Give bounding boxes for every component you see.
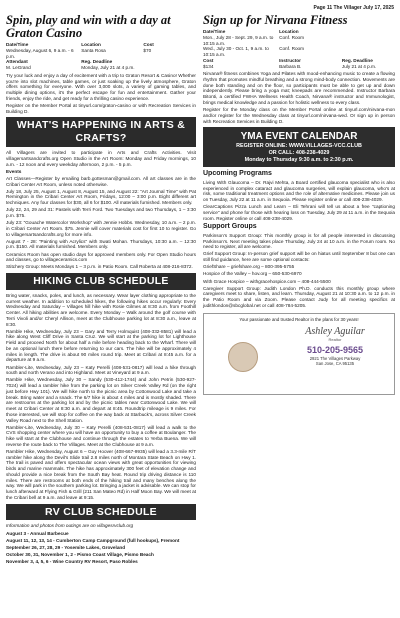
right-column	[203, 14, 395, 395]
yma-calendar-banner	[203, 127, 395, 167]
portrait-icon	[228, 342, 258, 372]
spin-deadline: Monday, July 21 at 4 p.m.	[81, 65, 135, 71]
ad-address-line1: 2921 The Villages Parkway	[309, 355, 361, 361]
arts-para: Art Classes—Register by emailing barb.gottesman@gmail.com. All art classes are in the Cribari Center Art Room, unless noted otherwise.	[6, 175, 196, 187]
spin-title: Spin, play and win with a day at Graton Casino	[6, 13, 171, 41]
nirvana-cost-label: Cost	[203, 57, 214, 63]
nirvana-info-table	[203, 29, 395, 69]
nirvana-location-wed: Conf. Room	[279, 46, 305, 52]
nirvana-deadline-label: Reg. Deadline	[341, 57, 373, 63]
support-para: Caregiver Support Group: Judith London Ph.D. conducts this monthly group where caregivers meet to share, listen, and learn. Thursday, August 21 at 10:30 a.m. to 12 p.m. in the Patio Room and via Zoom. Please contact Judy for all meeting specifics at judithlondon@sbcglobal.net or call 408-784-5205.	[203, 285, 395, 308]
page-header: Page 11 The Villager July 17, 2025	[313, 5, 394, 11]
spin-body: Try your luck and enjoy a day of excitement with a trip to Graton Resort & Casino! Whether you're into slot machines, table games, or just soaking up the lively atmosphere, Graton offers something for everyone. With over 3,000 slots, a variety of gaming tables, and multiple dining options, it's the perfect escape for fun and entertainment. Gather your friends, enjoy the ride, and get ready for a thrilling casino experience.	[6, 72, 196, 101]
upcoming-para: ClearCaptions Pizza Lunch and Learn – Eli Tehrani will tell us about a free "captioning service" and phone for those with hearing loss on Tuesday, July 29 at 11 a.m. in the Sequoia room. Register online or call 408-238-4029.	[203, 204, 395, 221]
hiking-para: Ramble Hike, Wednesday, July 30 – Sandy (530-412-1744) and John Petrin (530-927-7024) will lead a rambler hike from the parking lot on Silver Creek Valley Rd (on the right just before Hwy 101). We will hike north to the picnic area by Cottonwood Lake and take a break. Bring water and a snack. The 6/7 hike is about 4 miles and is mostly shaded. There are restrooms at the parking lot and by the picnic tables near Cottonwood Lake. We will meet at Cribari Center at 8:30 a.m. and depart at 8:45. Roundtrip mileage is 9 miles. For those interested, we will stop for coffee on the way back at Starbuck's, across Silver Creek Valley Road next to the Shell Station.	[6, 377, 196, 423]
ad-address-line2: San Jose, CA 95135	[315, 360, 355, 366]
nirvana-register: Register for the Monday class on the Member Portal online at tinyurl.com/nirvana-mon and/or register for the Wednesday class at tinyurl.com/nirvana-wed. Or sign up in person with Recreation Services in Building D.	[203, 107, 395, 124]
left-column	[6, 14, 196, 566]
nirvana-body: Nirvana® fitness combines Yoga and Pilates with mood-enhancing music to create a flowing rhythm that promotes mindful breathing and a strong mind-body connection. Movements are done both standing and on the floor, so participants must be able to get up and down independently. Please bring a yoga mat; kneepads are recommended. Instructor Barbara Bitonti, a certified FWHA Wellness Health Coach, Nirvana® instructor and Immunologist, brings medical knowledge and a passion for holistic wellness to every class.	[203, 71, 395, 105]
nirvana-location-label: Location	[279, 29, 299, 35]
support-contact: GriefShare – griefshare.org – 800-395-5755	[203, 264, 295, 270]
ad-caption: Your passionate and trusted Realtor in the plans for 30 years!	[239, 316, 359, 322]
hiking-para: Rambler Hike, Wednesday, August 6 – Guy Hoover (408-667-9935) will lead a 3.3-mile R/T rambler hike along the Devil's Slide trail 2.8 miles north of Montara State Beach on Hwy 1. The trail is paved and offers spectacular ocean views with great opportunities for viewing birds and marine mammals. The hike has approximately 300 feet of elevation change and should provide a nice break from the South Bay heat. Round trip driving distance is 110 miles. There are restrooms at both ends of the hiking trail and many benches along the way. We will park in the southern parking lot. Bringing a jacket is advisable. We can stop for lunch afterward at Flying Fish & Grill (211 San Mateo Rd) in Half Moon Bay. We will meet at the Cribari bell at 9 a.m. and leave at 9:15.	[6, 448, 196, 500]
support-contact: With Grace Hospice – withgracehospice.com – 408-444-5500	[203, 278, 331, 284]
nirvana-title: Sign up for Nirvana Fitness	[203, 13, 348, 27]
nirvana-deadline: July 21 at 4 p.m.	[341, 63, 377, 69]
support-para: Grief Support Group: In-person grief support will be on hiatus until September 8 but one can still find guidance, here are some optional contacts:	[203, 251, 395, 263]
spin-attendant: M. LeGrand	[6, 65, 31, 71]
hiking-para: Rambler-Lite, Wednesday, July 30 – Katy Perelli (408-531-0817) will lead a walk to the CVS shopping center where you will have an opportunity to buy a coffee at Boulanger. The hike will start at the Clubhouse and continue through the estates to Yerba Buena. We will reverse the route back to The Villages. Meet at the Clubhouse at 9 a.m.	[6, 424, 196, 447]
spin-attendant-label: Attendant	[6, 59, 28, 65]
rv-item: August 11, 12, 13, 14 - Cumberton Camp Campground (full hookups), Fremont	[6, 537, 180, 543]
spin-location: Santa Rosa	[81, 47, 106, 53]
hiking-banner: HIKING CLUB SCHEDULE	[6, 273, 196, 290]
spin-deadline-label: Reg. Deadline	[81, 59, 113, 65]
upcoming-para: Living With Glaucoma – Dr. Rajvi Mehta, a Board certified glaucoma specialist who is also experienced in complex cataract and glaucoma surgeries, will explain glaucoma, who's at risk, some traditional treatment options and the role of alternative medicines. Please join us on Tuesday, July 22 at 11 a.m. in Sequoia. Please register online or call 408-238-4029.	[203, 179, 395, 202]
spin-date: Wednesday, August 6, 9 a.m. - 6 p.m.	[6, 47, 74, 59]
support-para: Parkinson's Support Group: This monthly group is for all people interested in discussing Parkinson's. Next meeting takes place Thursday, July 24 at 10 a.m. in the Forum room. No need to register, all are welcome.	[203, 232, 395, 250]
spin-register: Register on the Member Portal at tinyurl.com/graton-casino or with Recreation Services in Building D.	[6, 102, 196, 114]
yma-phone: OR CALL: 408-238-4029	[268, 150, 330, 157]
arts-para: All Villagers are invited to participate in Arts and Crafts Activities. Visit villagersartsandcrafts.org Open Studio in the Art Room: Monday and Friday mornings, 10 a.m. - 12 noon and every weekday afternoon, 2 p.m. - 5 p.m.	[6, 150, 196, 167]
nirvana-instructor: Barbara B.	[279, 63, 302, 69]
spin-date-label: Date/Time	[6, 42, 29, 48]
arts-para: July 18, July 25, August 1, August 8, August 15, and August 22: "Art Journal Time" with Pat Remington in the Cribari Center Art Room, Fridays, 12:00 – 3:00 p.m. Eight different art techniques. Any four classes for $30, all 6 for $100. All materials furnished. Members only.	[6, 188, 196, 206]
nirvana-date-wed: Wed., July 30 - Oct. 1, 9 a.m. to 10:15 a.m.	[203, 46, 269, 58]
hiking-para: Rambler-Lite, Wednesday, July 23 – Katy Perelli (408-531-0817) will lead a hike through south and north Verano and into Highland. Meet at Vineyard at 9 a.m.	[6, 364, 196, 376]
rv-banner: RV CLUB SCHEDULE	[6, 504, 196, 521]
arts-para: August 7 - 28: "Painting with Acrylics" with Swati Mohan. Thursdays, 10:30 a.m. – 12:30 p.m. $150. All materials furnished. Members only.	[6, 238, 196, 250]
yma-title: YMA EVENT CALENDAR	[240, 131, 358, 143]
nirvana-date-label: Date/Time	[203, 29, 226, 35]
arts-para: Events	[6, 168, 22, 174]
nirvana-date-mon: Mon., July 28 - Sept. 29, 9 a.m. to 10:15 a.m.	[203, 34, 274, 46]
spin-cost-label: Cost	[143, 42, 154, 48]
support-heading: Support Groups	[203, 223, 257, 231]
nirvana-cost: $134	[203, 63, 214, 69]
rv-item: October 30, 31, November 1, 2 - Pismo Coast Village, Pismo Beach	[6, 551, 154, 557]
ad-sub: Realtor	[328, 336, 342, 342]
rv-item: November 3, 4, 5, 6 - Wine Country RV Resort, Paso Robles	[6, 559, 138, 564]
yma-register-online: REGISTER ONLINE: WWW.VILLAGES-VCC.CLUB	[236, 143, 362, 150]
spin-location-label: Location	[81, 42, 101, 48]
rv-item: August 3 - Annual Barbecue	[6, 530, 69, 536]
yma-hours: Monday to Thursday 9:30 a.m. to 2:30 p.m.	[244, 156, 354, 163]
realtor-ad	[203, 313, 395, 395]
spin-cost: $70	[143, 47, 152, 53]
arts-para: July 23: "Gouache Watercolor Workshop" with Jennie Hobbs. Wednesday, 10 a.m. – 2 p.m. in Cribari Center Art Room. $75. Jennie will cover materials cost for first 10 to register. Go to villagersartsandcrafts.org for more info.	[6, 220, 196, 237]
ad-brand: Ashley Aguilar	[305, 325, 365, 337]
arts-para: July 22, 24, 29 and 31: Pastels with Terri Ford. Two Tuesdays and two Thursdays, 1 – 3:30 p.m. $75.	[6, 207, 196, 218]
arts-para: Stitchery Group: Meets Mondays 1 – 3 p.m. in Patio Room. Call Roberta at 408-216-8372.	[6, 264, 193, 270]
spin-info-table	[6, 42, 196, 71]
rv-intro: Information and photos from outings are on villagesrvclub.org	[6, 523, 134, 529]
support-contact: Hospice of the Valley – hov.org – 650-530-6970	[203, 271, 302, 277]
realtor-photo	[207, 324, 279, 391]
nirvana-instructor-label: Instructor	[279, 57, 301, 63]
ad-phone: 510-205-9565	[306, 344, 364, 355]
rv-item: September 26, 27, 28, 29 - Yosemite Lakes, Groveland	[6, 544, 126, 550]
hiking-para: Bring water, snacks, poles, and lunch, as necessary. Wear layer clothing appropriate to the current weather. In addition to scheduled hikes, the following hikes occur regularly: Every Wednesday and Saturday – Villages hill hike with Rosie Gilmes at 8:30 a.m. from Foothill Center. All hiking abilities are welcome. Every Monday – Walk around the golf course with Terri Vivoli and/or Cheryl Allison, meet at the Clubhouse parking lot at 8:30 a.m., leave at 8:30.	[6, 292, 196, 327]
arts-banner: WHAT'S HAPPENING IN ARTS & CRAFTS?	[6, 117, 196, 147]
arts-para: Ceramics Room has open studio days for approved members only. For Open Studio hours and classes, go to villageceramics.com	[6, 251, 196, 263]
hiking-para: Ramble Hike, Wednesday, July 23 – Gary and Terry Holmquist (408-332-8581) will lead a hike along West Cliff Drive in Santa Cruz. We will start at the parking lot for Lighthouse Field and proceed North for about half a mile before heading back to the Wharf. There will be an optional lunch there before returning to our cars. The hike will be approximately 4 miles in length. The drive is about 90 miles round trip. Meet at Cribari at 8:45 a.m. for a departure at 9 a.m.	[6, 328, 196, 363]
nirvana-location-mon: Conf. Room	[279, 34, 305, 40]
upcoming-heading: Upcoming Programs	[203, 170, 272, 178]
